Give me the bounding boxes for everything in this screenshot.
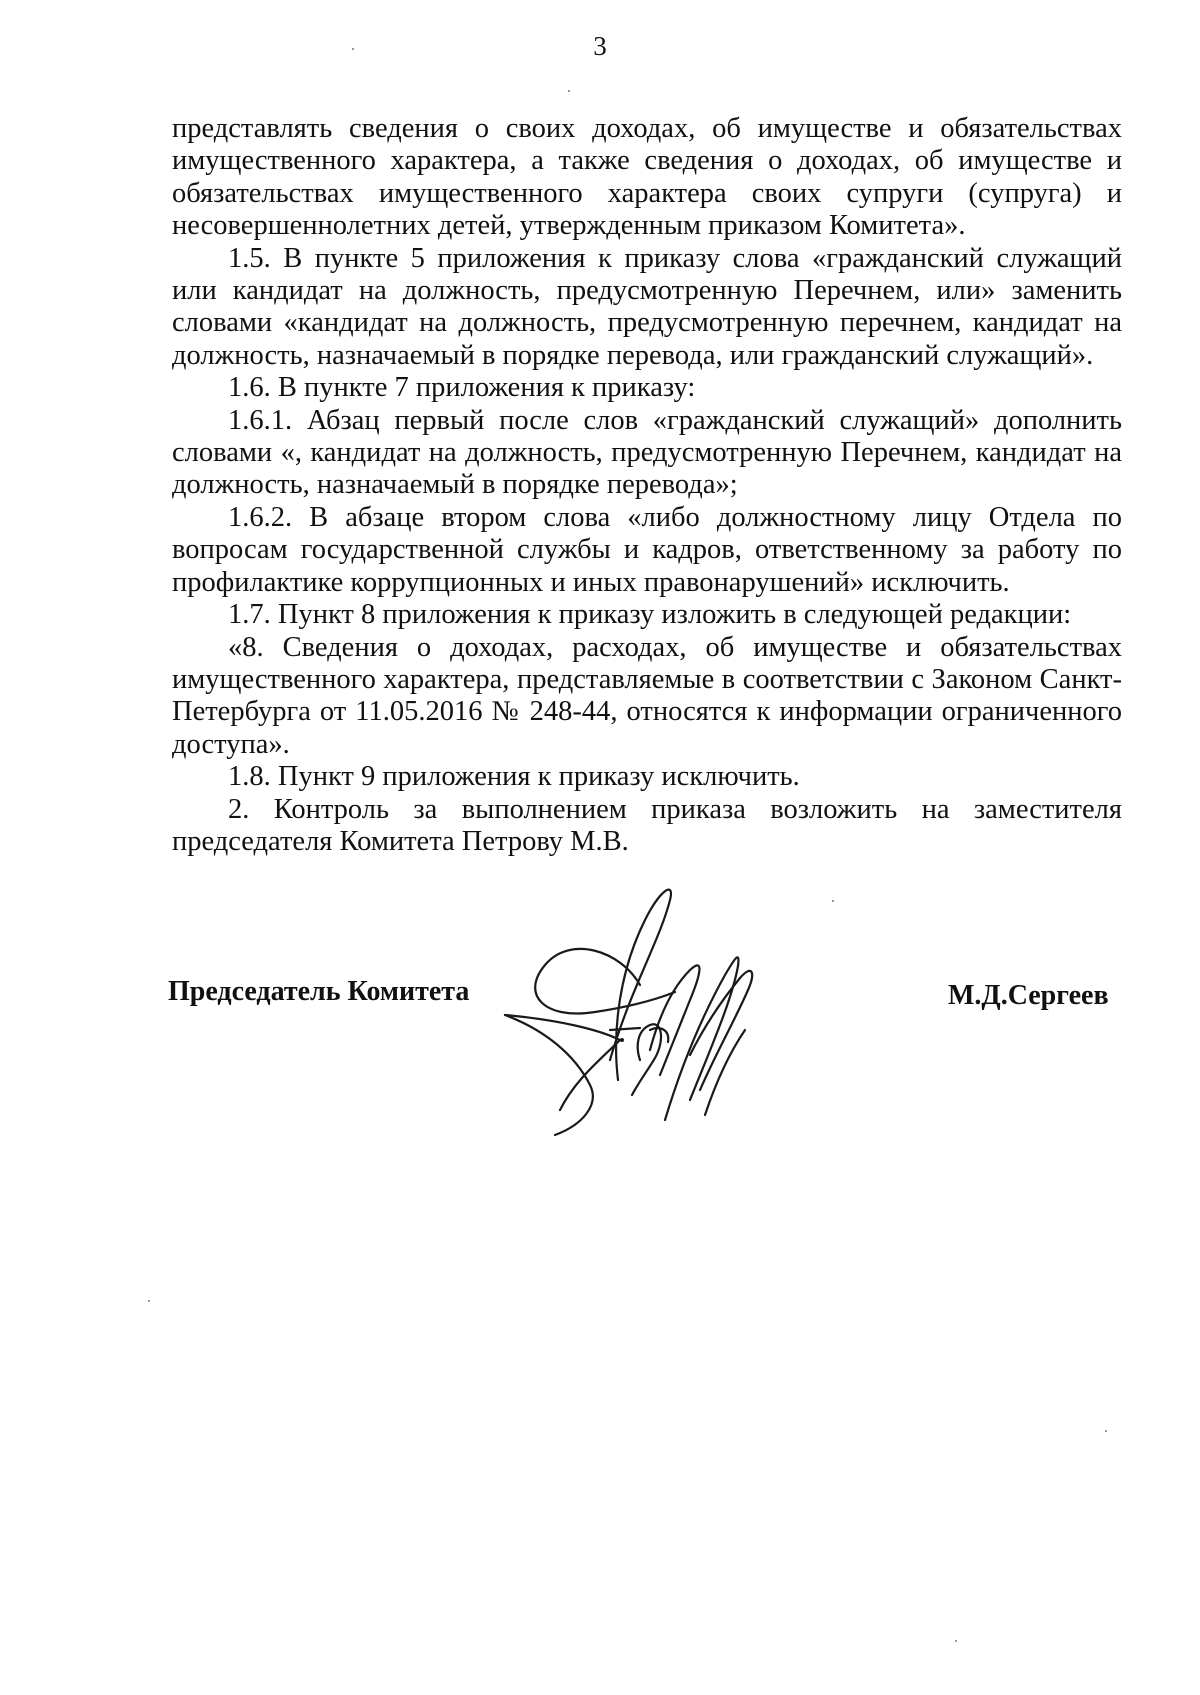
paragraph-continuation: представлять сведения о своих доходах, об имуществе и обязательствах имущественного характера, а также сведения о доходах, об имуществе и обязательствах имущественного характера своих супруги (супруга) и несовершеннолетних детей, утвержденным приказом Комитета». [172, 113, 1122, 242]
scan-speck [352, 48, 354, 50]
scan-speck [1105, 1430, 1107, 1432]
paragraph-1-6-1: 1.6.1. Абзац первый после слов «гражданский служащий» дополнить словами «, кандидат на должность, предусмотренную Перечнем, кандидат на должность, назначаемый в порядке перевода»; [172, 404, 1122, 501]
paragraph-1-6-2: 1.6.2. В абзаце втором слова «либо должностному лицу Отдела по вопросам государственной службы и кадров, ответственному за работу по профилактике коррупционных и иных правонарушений» исключить. [172, 501, 1122, 598]
paragraph-2: 2. Контроль за выполнением приказа возложить на заместителя председателя Комитета Петрову М.В. [172, 793, 1122, 857]
paragraph-new-point-8: «8. Сведения о доходах, расходах, об имуществе и обязательствах имущественного характера, представляемые в соответствии с Законом Санкт-Петербурга от 11.05.2016 № 248-44, относятся к информации ограниченного доступа». [172, 631, 1122, 760]
scan-speck [832, 900, 834, 902]
paragraph-1-7: 1.7. Пункт 8 приложения к приказу изложить в следующей редакции: [228, 599, 1072, 631]
scan-speck [955, 1640, 957, 1642]
paragraph-1-6: 1.6. В пункте 7 приложения к приказу: [228, 372, 696, 404]
handwritten-signature [500, 880, 770, 1140]
signatory-name: М.Д.Сергеев [948, 980, 1109, 1011]
signatory-title: Председатель Комитета [168, 976, 470, 1007]
paragraph-1-8: 1.8. Пункт 9 приложения к приказу исключить. [228, 761, 800, 793]
scan-speck [148, 1300, 150, 1302]
paragraph-1-5: 1.5. В пункте 5 приложения к приказу слова «гражданский служащий или кандидат на должность, предусмотренную Перечнем, или» заменить словами «кандидат на должность, предусмотренную перечнем, кандидат на должность, назначаемый в порядке перевода, или гражданский служащий». [172, 242, 1122, 371]
scan-speck [568, 90, 570, 92]
order-text [172, 113, 1122, 858]
page-number: 3 [593, 31, 607, 61]
